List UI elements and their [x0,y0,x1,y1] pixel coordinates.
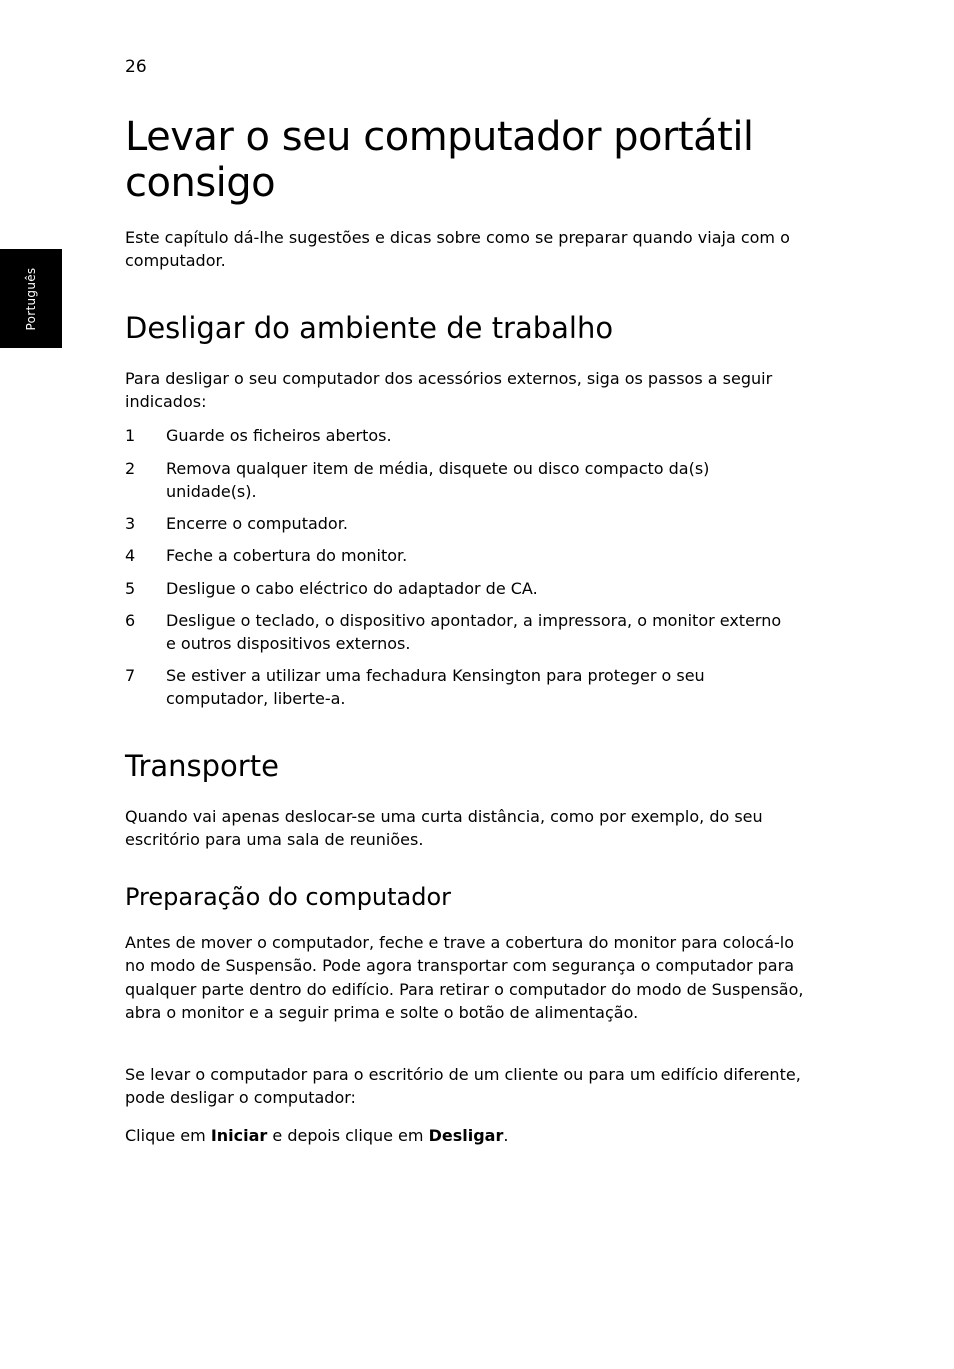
section-title-transporte: Transporte [125,749,279,783]
instruction-middle: e depois clique em [267,1126,429,1145]
list-item-number: 2 [125,459,136,478]
chapter-title: Levar o seu computador portátil consigo [125,114,754,206]
section-intro-transporte: Quando vai apenas deslocar-se uma curta distância, como por exemplo, do seu escritório para uma sala de reuniões. [125,807,763,850]
list-item-text: Encerre o computador. [166,514,348,533]
list-item-text: Remova qualquer item de média, disquete ou disco compacto da(s) unidade(s). [166,459,710,502]
paragraph-instruction [125,1124,815,1147]
list-item-text: Desligue o cabo eléctrico do adaptador de CA. [166,579,538,598]
paragraph-preparacao: Antes de mover o computador, feche e trave a cobertura do monitor para colocá-lo no modo de Suspensão. Pode agora transportar com segurança o computador para qualquer parte dentro do edifício. Para retirar o computador do modo de Suspensão, abra o monitor e a seguir prima e solte o botão de alimentação. [125,933,804,1022]
desligar-label: Desligar [428,1126,504,1145]
list-item-number: 5 [125,579,136,598]
paragraph-desligar-info: Se levar o computador para o escritório de um cliente ou para um edifício diferente, pode desligar o computador: [125,1065,801,1108]
instruction-suffix: . [503,1126,509,1145]
list-item-text: Desligue o teclado, o dispositivo apontador, a impressora, o monitor externo e outros dispositivos externos. [166,611,782,654]
section-title-desligar: Desligar do ambiente de trabalho [125,311,614,345]
language-tab-label: Português [24,267,38,330]
section-intro-desligar: Para desligar o seu computador dos acessórios externos, siga os passos a seguir indicados: [125,369,773,412]
list-item-text: Se estiver a utilizar uma fechadura Kensington para proteger o seu computador, liberte-a. [166,666,705,709]
list-item-number: 7 [125,666,136,685]
language-tab [0,249,62,348]
list-item-number: 1 [125,426,136,445]
page-number: 26 [125,57,147,77]
instruction-prefix: Clique em [125,1126,211,1145]
list-item-number: 3 [125,514,136,533]
subsection-title-preparacao: Preparação do computador [125,883,452,911]
list-item-text: Guarde os ficheiros abertos. [166,426,392,445]
list-item-text: Feche a cobertura do monitor. [166,546,408,565]
list-item-number: 6 [125,611,136,630]
list-item-number: 4 [125,546,136,565]
chapter-intro: Este capítulo dá-lhe sugestões e dicas sobre como se preparar quando viaja com o computador. [125,228,790,271]
iniciar-label: Iniciar [210,1126,268,1145]
